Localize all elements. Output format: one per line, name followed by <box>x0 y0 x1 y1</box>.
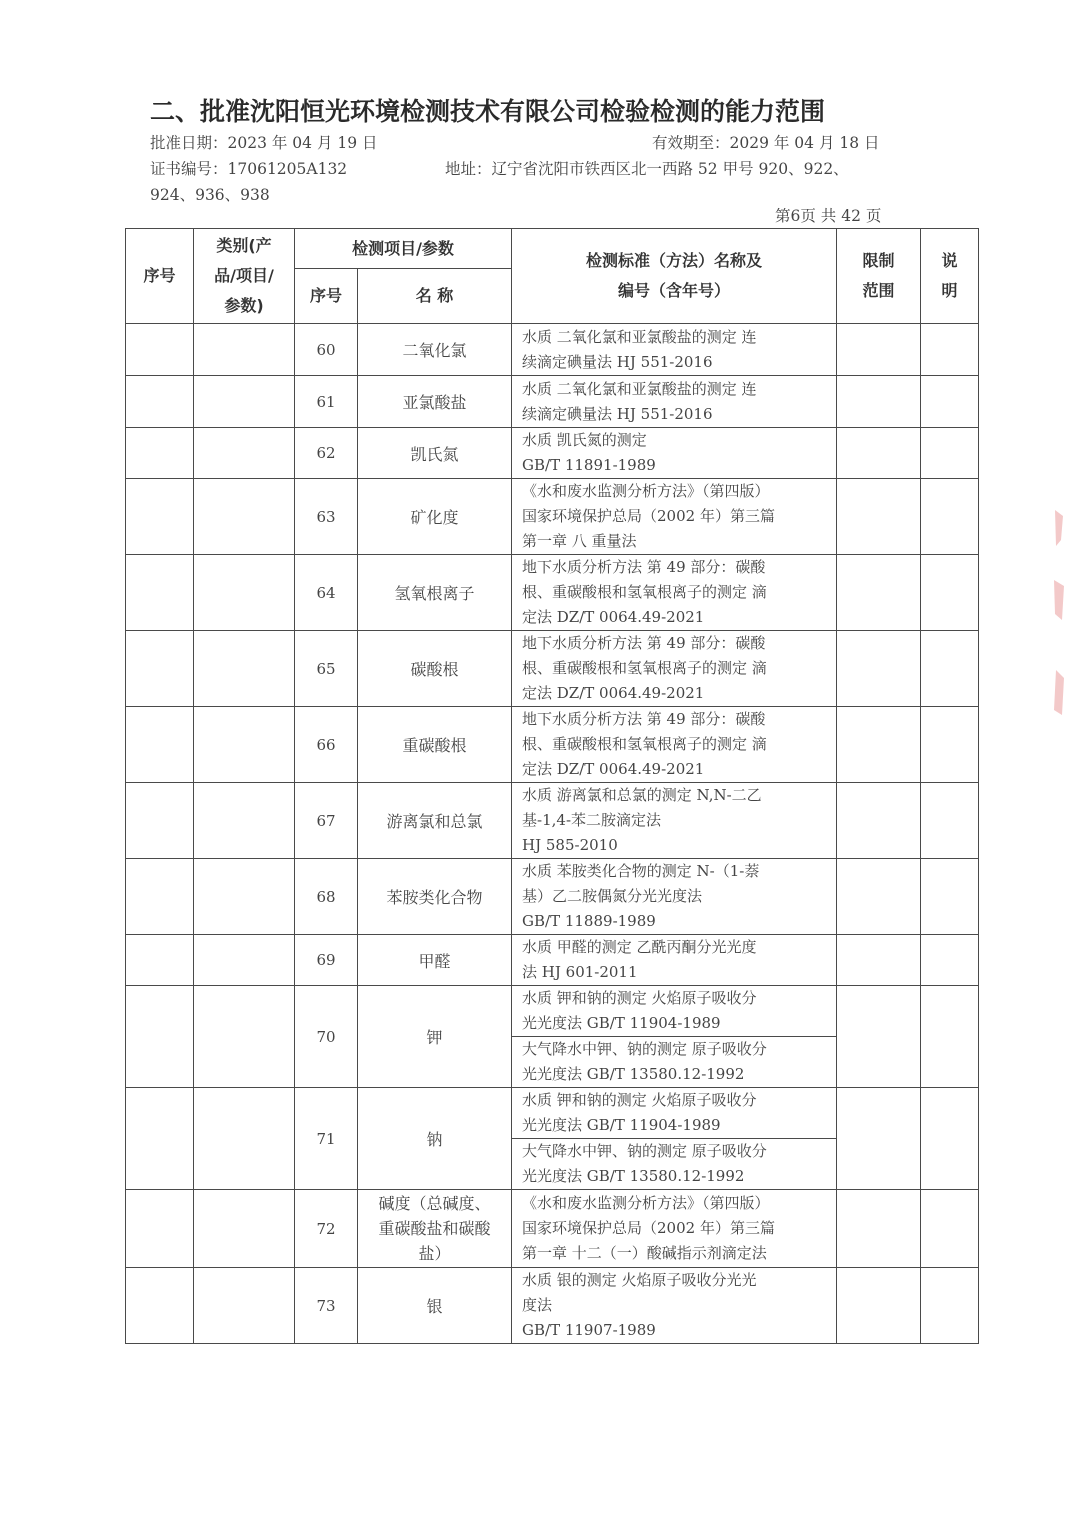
standard-cell <box>512 428 837 479</box>
table-row <box>126 479 979 555</box>
header-note <box>921 229 979 324</box>
row-category-cell <box>194 1190 295 1268</box>
header-category <box>194 229 295 324</box>
item-seq-cell: 71 <box>295 1088 358 1190</box>
standard-line: 第一章 十二（一）酸碱指示剂滴定法 <box>522 1244 767 1262</box>
limit-cell <box>837 1190 921 1268</box>
note-cell <box>921 428 979 479</box>
item-name-line: 亚氯酸盐 <box>402 393 467 412</box>
standard-line: 光光度法 GB/T 11904-1989 <box>522 1116 721 1134</box>
item-name-line: 游离氯和总氯 <box>386 812 483 831</box>
item-name-cell <box>358 324 512 376</box>
row-seq-cell <box>126 986 194 1088</box>
standard-line: 国家环境保护总局（2002 年）第三篇 <box>522 507 775 525</box>
table-row <box>126 555 979 631</box>
standard-line: 《水和废水监测分析方法》（第四版） <box>522 482 770 500</box>
item-seq-cell: 61 <box>295 376 358 428</box>
table-row <box>126 1268 979 1344</box>
row-seq-cell <box>126 707 194 783</box>
item-seq-cell: 65 <box>295 631 358 707</box>
table-row <box>126 1190 979 1268</box>
item-seq-cell: 62 <box>295 428 358 479</box>
standard-cell <box>512 1037 837 1088</box>
note-cell <box>921 935 979 986</box>
item-name-cell <box>358 376 512 428</box>
item-name-cell <box>358 783 512 859</box>
item-name-cell <box>358 1268 512 1344</box>
standard-cell <box>512 631 837 707</box>
limit-cell <box>837 783 921 859</box>
standard-line: 水质 二氧化氯和亚氯酸盐的测定 连 <box>522 379 757 398</box>
table-row <box>126 986 979 1037</box>
item-seq-cell: 66 <box>295 707 358 783</box>
row-category-cell <box>194 986 295 1088</box>
approval-date: 批准日期：2023 年 04 月 19 日 <box>150 134 378 152</box>
standard-line: 水质 游离氯和总氯的测定 N,N-二乙 <box>522 786 762 804</box>
standard-line: HJ 585-2010 <box>522 836 618 854</box>
header-limit-line: 范围 <box>862 281 895 300</box>
note-cell <box>921 1088 979 1190</box>
standard-line: 续滴定碘量法 HJ 551-2016 <box>522 404 713 423</box>
note-cell <box>921 479 979 555</box>
item-seq-cell: 60 <box>295 324 358 376</box>
header-seq: 序号 <box>126 229 194 324</box>
item-name-line: 银 <box>426 1297 443 1316</box>
row-category-cell <box>194 707 295 783</box>
standard-line: 根、重碳酸根和氢氧根离子的测定 滴 <box>522 659 767 677</box>
standard-line: 度法 <box>522 1296 553 1314</box>
row-seq-cell <box>126 479 194 555</box>
row-seq-cell <box>126 631 194 707</box>
standard-line: 地下水质分析方法 第 49 部分：碳酸 <box>522 558 766 576</box>
standard-line: 定法 DZ/T 0064.49-2021 <box>522 684 705 702</box>
standard-line: 地下水质分析方法 第 49 部分：碳酸 <box>522 634 766 652</box>
limit-cell <box>837 1088 921 1190</box>
row-category-cell <box>194 1088 295 1190</box>
row-category-cell <box>194 783 295 859</box>
standard-cell <box>512 1268 837 1344</box>
header-note-line: 明 <box>941 281 958 300</box>
row-seq-cell <box>126 555 194 631</box>
limit-cell <box>837 1268 921 1344</box>
standard-line: 水质 苯胺类化合物的测定 N-（1-萘 <box>522 862 760 880</box>
item-seq-cell: 72 <box>295 1190 358 1268</box>
standard-line: 根、重碳酸根和氢氧根离子的测定 滴 <box>522 735 767 753</box>
note-cell <box>921 1190 979 1268</box>
standard-line: GB/T 11889-1989 <box>522 912 656 930</box>
standard-line: 地下水质分析方法 第 49 部分：碳酸 <box>522 710 766 728</box>
item-name-line: 凯氏氮 <box>410 444 459 464</box>
standard-line: 基）乙二胺偶氮分光光度法 <box>522 887 703 905</box>
item-name-line: 碱度（总碱度、 <box>378 1194 491 1213</box>
header-standard-line: 编号（含年号） <box>618 281 731 300</box>
header-item-seq: 序号 <box>295 269 358 324</box>
standard-line: 大气降水中钾、钠的测定 原子吸收分 <box>522 1040 767 1058</box>
item-name-cell <box>358 555 512 631</box>
table-row <box>126 376 979 428</box>
row-seq-cell <box>126 783 194 859</box>
row-category-cell <box>194 376 295 428</box>
standard-line: 《水和废水监测分析方法》（第四版） <box>522 1194 770 1212</box>
item-name-line: 氢氧根离子 <box>394 584 475 603</box>
item-seq-cell: 68 <box>295 859 358 935</box>
item-name-line: 甲醛 <box>418 951 451 971</box>
valid-until-date: 有效期至：2029 年 04 月 18 日 <box>652 134 880 152</box>
table-row <box>126 631 979 707</box>
limit-cell <box>837 479 921 555</box>
header-category-line: 类别(产 <box>216 236 272 255</box>
item-name-cell <box>358 1088 512 1190</box>
capability-scope-table <box>125 228 979 1344</box>
standard-line: 水质 钾和钠的测定 火焰原子吸收分 <box>522 1091 757 1109</box>
row-seq-cell <box>126 428 194 479</box>
row-category-cell <box>194 859 295 935</box>
header-category-line: 参数) <box>224 296 264 315</box>
stamp-mark <box>1054 510 1064 715</box>
standard-line: 第一章 八 重量法 <box>522 532 637 550</box>
table-row <box>126 935 979 986</box>
page-indicator: 第6页 共 42 页 <box>775 207 882 225</box>
standard-line: 光光度法 GB/T 11904-1989 <box>522 1014 721 1032</box>
table-row <box>126 1088 979 1139</box>
row-seq-cell <box>126 1190 194 1268</box>
row-category-cell <box>194 631 295 707</box>
item-seq-cell: 67 <box>295 783 358 859</box>
item-name-line: 重碳酸根 <box>402 736 467 755</box>
item-name-line: 钾 <box>426 1028 443 1047</box>
item-name-cell <box>358 631 512 707</box>
standard-line: 定法 DZ/T 0064.49-2021 <box>522 760 705 778</box>
limit-cell <box>837 324 921 376</box>
standard-line: 光光度法 GB/T 13580.12-1992 <box>522 1065 745 1083</box>
table-row <box>126 783 979 859</box>
item-seq-cell: 69 <box>295 935 358 986</box>
item-name-line: 碳酸根 <box>410 660 459 679</box>
note-cell <box>921 555 979 631</box>
standard-line: 基-1,4-苯二胺滴定法 <box>522 811 662 829</box>
standard-line: GB/T 11891-1989 <box>522 456 656 474</box>
item-name-cell <box>358 428 512 479</box>
limit-cell <box>837 707 921 783</box>
note-cell <box>921 783 979 859</box>
table-row <box>126 707 979 783</box>
standard-line: 大气降水中钾、钠的测定 原子吸收分 <box>522 1142 767 1160</box>
note-cell <box>921 376 979 428</box>
item-seq-cell: 73 <box>295 1268 358 1344</box>
note-cell <box>921 631 979 707</box>
header-category-line: 品/项目/ <box>214 266 274 285</box>
table-row <box>126 324 979 376</box>
standard-cell <box>512 1088 837 1139</box>
item-name-cell <box>358 986 512 1088</box>
standard-line: 光光度法 GB/T 13580.12-1992 <box>522 1167 745 1185</box>
limit-cell <box>837 428 921 479</box>
standard-line: 续滴定碘量法 HJ 551-2016 <box>522 352 713 371</box>
header-limit-line: 限制 <box>862 251 895 270</box>
item-name-line: 苯胺类化合物 <box>386 888 483 907</box>
item-name-line: 二氧化氯 <box>402 341 467 360</box>
standard-cell <box>512 859 837 935</box>
header-item-name: 名 称 <box>358 269 512 324</box>
standard-cell <box>512 555 837 631</box>
standard-line: 根、重碳酸根和氢氧根离子的测定 滴 <box>522 583 767 601</box>
address-line-2: 924、936、938 <box>150 186 270 204</box>
row-category-cell <box>194 479 295 555</box>
row-seq-cell <box>126 859 194 935</box>
row-seq-cell <box>126 935 194 986</box>
standard-line: 水质 钾和钠的测定 火焰原子吸收分 <box>522 989 757 1007</box>
item-name-line: 矿化度 <box>410 508 459 527</box>
standard-cell <box>512 935 837 986</box>
row-seq-cell <box>126 324 194 376</box>
limit-cell <box>837 935 921 986</box>
header-note-line: 说 <box>941 251 958 270</box>
standard-cell <box>512 1190 837 1268</box>
limit-cell <box>837 631 921 707</box>
address-line-1: 地址：辽宁省沈阳市铁西区北一西路 52 甲号 920、922、 <box>445 160 849 178</box>
standard-cell <box>512 324 837 376</box>
row-category-cell <box>194 324 295 376</box>
certificate-number: 证书编号：17061205A132 <box>150 160 348 178</box>
item-name-cell <box>358 935 512 986</box>
table-row <box>126 428 979 479</box>
row-category-cell <box>194 1268 295 1344</box>
row-category-cell <box>194 428 295 479</box>
standard-cell <box>512 376 837 428</box>
standard-line: 水质 甲醛的测定 乙酰丙酮分光光度 <box>522 938 757 956</box>
standard-line: 法 HJ 601-2011 <box>522 963 638 981</box>
note-cell <box>921 707 979 783</box>
standard-cell <box>512 986 837 1037</box>
item-seq-cell: 70 <box>295 986 358 1088</box>
header-limit <box>837 229 921 324</box>
standard-cell <box>512 783 837 859</box>
standard-line: 国家环境保护总局（2002 年）第三篇 <box>522 1219 775 1237</box>
item-name-cell <box>358 707 512 783</box>
standard-line: 水质 二氧化氯和亚氯酸盐的测定 连 <box>522 327 757 346</box>
standard-line: 水质 银的测定 火焰原子吸收分光光 <box>522 1271 757 1289</box>
row-seq-cell <box>126 1088 194 1190</box>
item-name-line: 重碳酸盐和碳酸 <box>378 1219 491 1238</box>
limit-cell <box>837 986 921 1088</box>
row-seq-cell <box>126 376 194 428</box>
row-category-cell <box>194 935 295 986</box>
standard-cell <box>512 479 837 555</box>
document-title: 二、批准沈阳恒光环境检测技术有限公司检验检测的能力范围 <box>150 97 826 126</box>
item-name-cell <box>358 1190 512 1268</box>
row-seq-cell <box>126 1268 194 1344</box>
limit-cell <box>837 859 921 935</box>
limit-cell <box>837 555 921 631</box>
standard-line: 水质 凯氏氮的测定 <box>522 431 647 449</box>
item-seq-cell: 63 <box>295 479 358 555</box>
header-standard-line: 检测标准（方法）名称及 <box>586 251 763 270</box>
item-name-line: 盐） <box>418 1244 451 1263</box>
row-category-cell <box>194 555 295 631</box>
item-seq-cell: 64 <box>295 555 358 631</box>
note-cell <box>921 859 979 935</box>
note-cell <box>921 1268 979 1344</box>
red-stamp-edge <box>1052 510 1066 720</box>
standard-cell <box>512 707 837 783</box>
note-cell <box>921 986 979 1088</box>
item-name-cell <box>358 479 512 555</box>
header-standard <box>512 229 837 324</box>
table-row <box>126 859 979 935</box>
standard-line: GB/T 11907-1989 <box>522 1321 656 1339</box>
note-cell <box>921 324 979 376</box>
limit-cell <box>837 376 921 428</box>
item-name-line: 钠 <box>426 1130 443 1149</box>
standard-cell <box>512 1139 837 1190</box>
standard-line: 定法 DZ/T 0064.49-2021 <box>522 608 705 626</box>
header-item-group: 检测项目/参数 <box>295 229 512 269</box>
item-name-cell <box>358 859 512 935</box>
